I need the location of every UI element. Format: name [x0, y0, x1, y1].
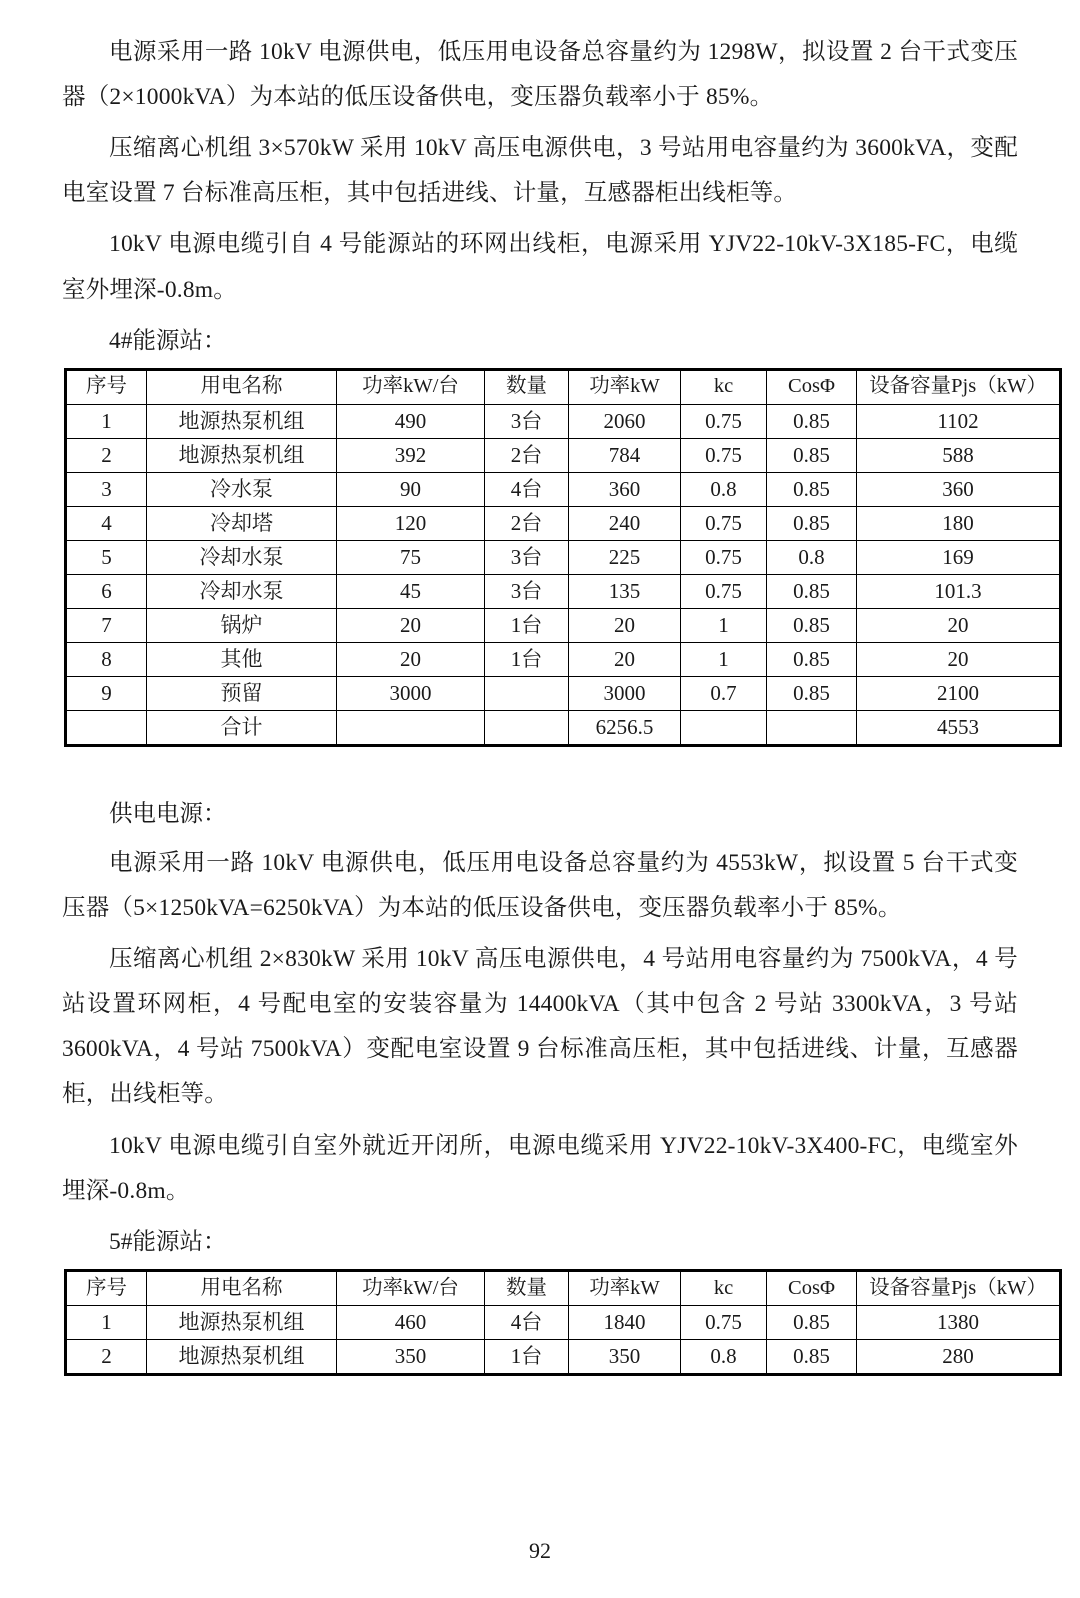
cell-name: 锅炉: [147, 608, 337, 642]
table-row: [67, 472, 1060, 506]
cell-cos: 0.8: [767, 540, 857, 574]
cell-capacity: 169: [857, 540, 1060, 574]
cell-power-per-unit: 20: [337, 608, 485, 642]
cell-name: 地源热泵机组: [147, 404, 337, 438]
cell-kc: 0.75: [681, 404, 767, 438]
cell-power: 20: [569, 608, 681, 642]
cell-cos: 0.85: [767, 472, 857, 506]
column-header-cos: CosΦ: [767, 370, 857, 404]
cell-index: 1: [67, 404, 147, 438]
cell-cos: 0.85: [767, 676, 857, 710]
cell-index: 2: [67, 438, 147, 472]
paragraph-supply-source-heading: 供电电源：: [109, 800, 227, 827]
cell-power: 135: [569, 574, 681, 608]
cell-name: 预留: [147, 676, 337, 710]
cell-index: 1: [67, 1305, 147, 1339]
cell-index: 3: [67, 472, 147, 506]
cell-power: 360: [569, 472, 681, 506]
cell-quantity: [485, 710, 569, 744]
cell-cos: [767, 710, 857, 744]
table-row: [67, 574, 1060, 608]
paragraph-centrifugal-unit-2: 压缩离心机组 2×830kW 采用 10kV 高压电源供电，4 号站用电容量约为 7500kVA，4 号站设置环网柜，4 号配电室的安装容量为 14400kVA（其中包含 2 号站 3300kVA，3 号站 3600kVA，4 号站 7500kVA）变配电室设置 9 台标准高压柜，其中包括进线、计量，互感器柜，出线柜等。: [62, 946, 1018, 1108]
cell-power-per-unit: 350: [337, 1339, 485, 1373]
cell-name: 地源热泵机组: [147, 438, 337, 472]
cell-capacity: 588: [857, 438, 1060, 472]
column-header-power: 功率kW: [569, 370, 681, 404]
cell-power: 1840: [569, 1305, 681, 1339]
cell-capacity: 360: [857, 472, 1060, 506]
table-header-row: [67, 370, 1060, 404]
cell-name: 冷却塔: [147, 506, 337, 540]
cell-kc: 0.75: [681, 574, 767, 608]
column-header-power-per-unit: 功率kW/台: [337, 1271, 485, 1305]
cell-total-label: 合计: [147, 710, 337, 744]
cell-cos: 0.85: [767, 1305, 857, 1339]
cell-capacity: 101.3: [857, 574, 1060, 608]
column-header-kc: kc: [681, 370, 767, 404]
cell-capacity: 20: [857, 608, 1060, 642]
column-header-quantity: 数量: [485, 1271, 569, 1305]
table1-frame: [64, 368, 1062, 747]
cell-capacity: 1102: [857, 404, 1060, 438]
cell-quantity: 1台: [485, 642, 569, 676]
cell-kc: 0.8: [681, 1339, 767, 1373]
cell-cos: 0.85: [767, 1339, 857, 1373]
cell-cos: 0.85: [767, 574, 857, 608]
table2-container: [62, 1269, 1047, 1381]
paragraph-cable-source-2: 10kV 电源电缆引自室外就近开闭所，电源电缆采用 YJV22-10kV-3X400-FC，电缆室外埋深-0.8m。: [62, 1132, 1018, 1204]
table-row: [67, 1305, 1060, 1339]
column-header-name: 用电名称: [147, 370, 337, 404]
cell-kc: 1: [681, 608, 767, 642]
cell-index: 8: [67, 642, 147, 676]
cell-index: 6: [67, 574, 147, 608]
cell-power: 240: [569, 506, 681, 540]
cell-power-per-unit: 3000: [337, 676, 485, 710]
table-row: [67, 438, 1060, 472]
cell-quantity: 2台: [485, 438, 569, 472]
table-row: [67, 1339, 1060, 1373]
column-header-index: 序号: [67, 370, 147, 404]
cell-index: 9: [67, 676, 147, 710]
cell-name: 冷却水泵: [147, 574, 337, 608]
cell-name: 地源热泵机组: [147, 1305, 337, 1339]
cell-power: 225: [569, 540, 681, 574]
cell-kc: 0.75: [681, 1305, 767, 1339]
cell-power-per-unit: 392: [337, 438, 485, 472]
table2-caption: 5#能源站：: [109, 1228, 227, 1255]
cell-index: [67, 710, 147, 744]
cell-quantity: 3台: [485, 404, 569, 438]
table-row: [67, 506, 1060, 540]
cell-cos: 0.85: [767, 438, 857, 472]
cell-power-per-unit: 75: [337, 540, 485, 574]
power-calculation-table-station5: [66, 1271, 1060, 1374]
table-row: [67, 540, 1060, 574]
table-header-row: [67, 1271, 1060, 1305]
table-total-row: [67, 710, 1060, 744]
cell-quantity: 3台: [485, 540, 569, 574]
cell-power: 350: [569, 1339, 681, 1373]
cell-power-per-unit: 20: [337, 642, 485, 676]
cell-index: 7: [67, 608, 147, 642]
cell-index: 2: [67, 1339, 147, 1373]
cell-power-per-unit: [337, 710, 485, 744]
cell-kc: 0.7: [681, 676, 767, 710]
cell-power-per-unit: 490: [337, 404, 485, 438]
table-row: [67, 404, 1060, 438]
cell-kc: 0.75: [681, 438, 767, 472]
column-header-index: 序号: [67, 1271, 147, 1305]
power-calculation-table-station4: [66, 370, 1060, 745]
cell-kc: 0.75: [681, 540, 767, 574]
cell-power-per-unit: 90: [337, 472, 485, 506]
cell-cos: 0.85: [767, 608, 857, 642]
cell-quantity: 2台: [485, 506, 569, 540]
cell-power-per-unit: 120: [337, 506, 485, 540]
table1-container: [62, 368, 1047, 752]
cell-quantity: 4台: [485, 472, 569, 506]
cell-quantity: 4台: [485, 1305, 569, 1339]
cell-quantity: [485, 676, 569, 710]
column-header-capacity: 设备容量Pjs（kW）: [857, 1271, 1060, 1305]
cell-kc: 0.8: [681, 472, 767, 506]
column-header-power-per-unit: 功率kW/台: [337, 370, 485, 404]
cell-quantity: 1台: [485, 1339, 569, 1373]
table1-caption: 4#能源站：: [109, 327, 227, 354]
cell-capacity: 2100: [857, 676, 1060, 710]
cell-cos: 0.85: [767, 506, 857, 540]
column-header-cos: CosΦ: [767, 1271, 857, 1305]
cell-total-capacity: 4553: [857, 710, 1060, 744]
cell-kc: 0.75: [681, 506, 767, 540]
cell-capacity: 1380: [857, 1305, 1060, 1339]
cell-cos: 0.85: [767, 404, 857, 438]
column-header-power: 功率kW: [569, 1271, 681, 1305]
cell-capacity: 180: [857, 506, 1060, 540]
cell-power: 784: [569, 438, 681, 472]
table-row: [67, 608, 1060, 642]
cell-quantity: 3台: [485, 574, 569, 608]
cell-index: 4: [67, 506, 147, 540]
cell-kc: [681, 710, 767, 744]
table2-frame: [64, 1269, 1062, 1376]
paragraph-power-supply-2: 电源采用一路 10kV 电源供电，低压用电设备总容量约为 4553kW，拟设置 5 台干式变压器（5×1250kVA=6250kVA）为本站的低压设备供电，变压器负载率小于 85%。: [62, 849, 1018, 921]
column-header-capacity: 设备容量Pjs（kW）: [857, 370, 1060, 404]
cell-capacity: 280: [857, 1339, 1060, 1373]
cell-power: 20: [569, 642, 681, 676]
cell-capacity: 20: [857, 642, 1060, 676]
column-header-name: 用电名称: [147, 1271, 337, 1305]
cell-total-power: 6256.5: [569, 710, 681, 744]
paragraph-centrifugal-unit-1: 压缩离心机组 3×570kW 采用 10kV 高压电源供电，3 号站用电容量约为 3600kVA，变配电室设置 7 台标准高压柜，其中包括进线、计量，互感器柜出线柜等。: [62, 135, 1018, 207]
cell-kc: 1: [681, 642, 767, 676]
paragraph-power-supply-1: 电源采用一路 10kV 电源供电，低压用电设备总容量约为 1298W，拟设置 2 台干式变压器（2×1000kVA）为本站的低压设备供电，变压器负载率小于 85%。: [62, 39, 1018, 111]
paragraph-cable-source-1: 10kV 电源电缆引自 4 号能源站的环网出线柜，电源采用 YJV22-10kV-3X185-FC，电缆室外埋深-0.8m。: [62, 231, 1018, 303]
cell-power: 3000: [569, 676, 681, 710]
cell-name: 冷却水泵: [147, 540, 337, 574]
cell-name: 其他: [147, 642, 337, 676]
cell-power: 2060: [569, 404, 681, 438]
table-row: [67, 642, 1060, 676]
cell-index: 5: [67, 540, 147, 574]
cell-quantity: 1台: [485, 608, 569, 642]
page-number: 92: [529, 1538, 551, 1563]
cell-power-per-unit: 45: [337, 574, 485, 608]
cell-power-per-unit: 460: [337, 1305, 485, 1339]
cell-name: 冷水泵: [147, 472, 337, 506]
column-header-quantity: 数量: [485, 370, 569, 404]
column-header-kc: kc: [681, 1271, 767, 1305]
cell-name: 地源热泵机组: [147, 1339, 337, 1373]
table-row: [67, 676, 1060, 710]
cell-cos: 0.85: [767, 642, 857, 676]
